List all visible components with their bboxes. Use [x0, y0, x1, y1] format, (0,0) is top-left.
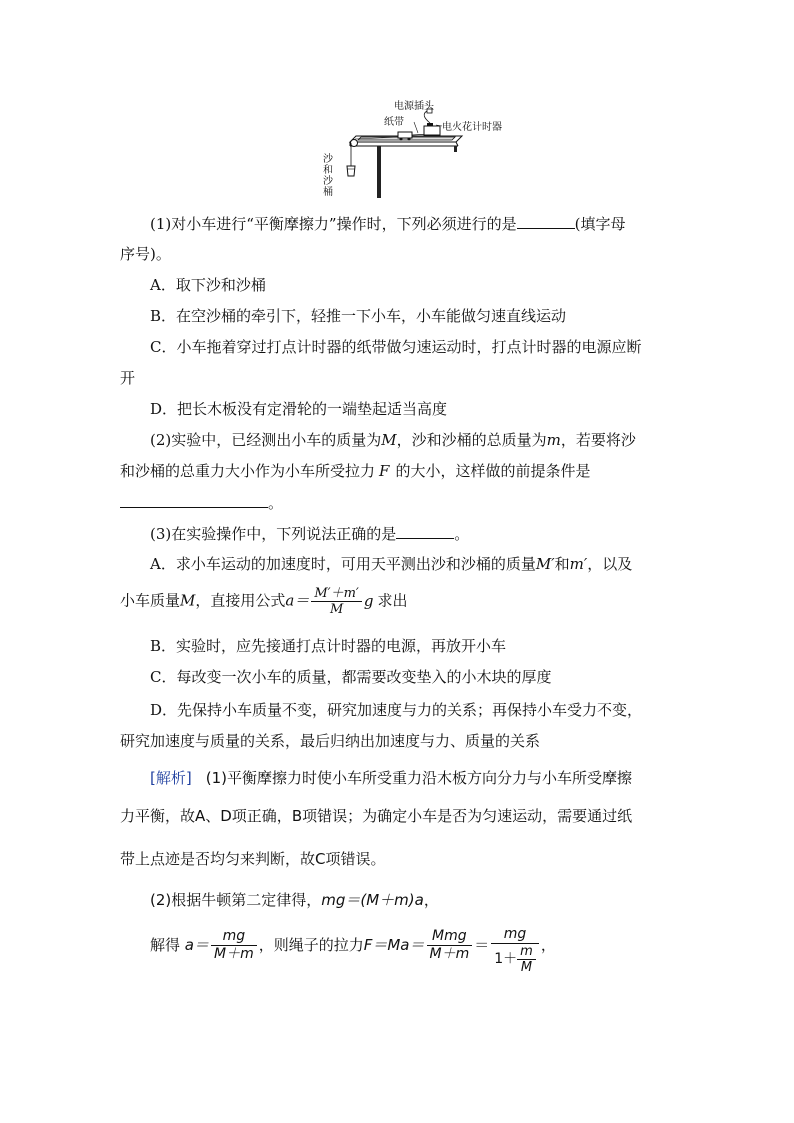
q3-var-g: g — [363, 591, 374, 610]
pulley — [351, 140, 358, 147]
q3-a-text-5: 求出 — [377, 591, 408, 610]
q2-var-m: m — [546, 431, 561, 449]
q1-option-a: A．取下沙和沙桶 — [150, 276, 266, 294]
solution-force-lhs: F＝Ma＝ — [363, 936, 425, 954]
q2-var-M: M — [381, 431, 397, 449]
q3-option-d-continued: 研究加速度与质量的关系，最后归纳出加速度与力、质量的关系 — [120, 732, 541, 750]
apparatus-diagram — [318, 96, 518, 206]
solution-text-5: 解得 — [150, 936, 181, 954]
solution-fraction-3-denominator — [491, 944, 539, 975]
solution-text-4: (2)根据牛顿第二定律得， — [150, 891, 322, 909]
q3-fraction-numerator: M′＋m′ — [311, 586, 362, 602]
solution-fraction-3-den-one: 1＋ — [494, 951, 518, 967]
q2-line-3 — [120, 492, 283, 513]
solution-line-1 — [150, 768, 632, 788]
q1-option-c-continued: 开 — [120, 369, 136, 387]
q1-answer-blank — [517, 213, 575, 229]
solution-text-6: ，则绳子的拉力 — [258, 936, 364, 954]
q3-stem-end: 。 — [454, 525, 470, 543]
solution-inner-fraction — [517, 944, 536, 975]
q3-formula-lhs: a＝ — [285, 591, 310, 610]
label-spark-timer: 电火花计时器 — [442, 122, 502, 133]
table-leg — [377, 146, 381, 198]
solution-text-end: ， — [540, 936, 556, 954]
q2-end-mark: 。 — [268, 494, 284, 512]
q3-a-text-3: 小车质量 — [120, 591, 181, 610]
q3-option-a — [150, 554, 632, 574]
q3-option-b: B．实验时，应先接通打点计时器的电源，再放开小车 — [150, 637, 507, 655]
q2-text-4: 和沙桶的总重力大小作为小车所受拉力 — [120, 462, 376, 480]
cart — [398, 132, 412, 138]
sand-bucket — [347, 166, 355, 176]
q2-answer-blank — [120, 492, 268, 508]
solution-accel-lhs: a＝ — [184, 936, 209, 954]
q2-text-5: 的大小，这样做的前提条件是 — [395, 462, 591, 480]
solution-accel-fraction — [211, 928, 257, 963]
q3-a-text-4: ，直接用公式 — [195, 591, 286, 610]
q3-a-and: 和 — [554, 555, 570, 573]
q3-var-M: M — [180, 591, 196, 610]
q1-stem-text: (1)对小车进行“平衡摩擦力”操作时，下列必须进行的是 — [150, 215, 517, 233]
q3-option-a-continued — [120, 586, 408, 617]
q3-a-text-1: A．求小车运动的加速度时，可用天平测出沙和沙桶的质量 — [150, 555, 536, 573]
solution-equals: ＝ — [474, 936, 490, 954]
q3-a-text-2: ，以及 — [587, 555, 633, 573]
q2-text-2: ，沙和沙桶的总质量为 — [396, 431, 547, 449]
solution-fraction-1-numerator: mg — [211, 928, 257, 946]
solution-line-4 — [150, 890, 439, 910]
solution-newton-equation: mg＝(M＋m)a — [321, 891, 424, 909]
q1-stem-line-2: 序号)。 — [120, 245, 171, 263]
apparatus-figure — [318, 96, 518, 206]
q3-fraction-denominator: M — [329, 602, 344, 617]
solution-compound-fraction — [491, 926, 539, 975]
q3-option-c: C．每改变一次小车的质量，都需要改变垫入的小木块的厚度 — [150, 668, 552, 686]
q1-option-d: D．把长木板没有定滑轮的一端垫起适当高度 — [150, 400, 448, 418]
q2-text-3: ，若要将沙 — [560, 431, 636, 449]
q3-var-Mprime: M′ — [535, 555, 555, 573]
solution-line-5 — [150, 928, 556, 975]
q1-stem-tail: (填字母 — [574, 215, 626, 233]
q3-stem-line — [150, 523, 469, 544]
q3-var-mprime: m′ — [569, 555, 588, 573]
q1-option-c: C．小车拖着穿过打点计时器的纸带做匀速运动时，打点计时器的电源应断 — [150, 338, 642, 356]
solution-text-1: (1)平衡摩擦力时使小车所受重力沿木板方向分力与小车所受摩擦 — [205, 769, 632, 787]
solution-line-3: 带上点迹是否均匀来判断，故C项错误。 — [120, 850, 386, 868]
solution-fraction-2-denominator: M＋m — [429, 946, 470, 962]
solution-force-fraction — [427, 928, 473, 963]
q3-answer-blank — [396, 523, 454, 539]
solution-line-2: 力平衡，故A、D项正确，B项错误；为确定小车是否为匀速运动，需要通过纸 — [120, 807, 633, 825]
solution-fraction-4-numerator: m — [517, 944, 536, 960]
solution-tag: [解析] — [150, 769, 192, 787]
solution-text-4-end: ， — [423, 891, 439, 909]
solution-fraction-4-denominator: M — [520, 960, 533, 975]
q1-option-b: B．在空沙桶的牵引下，轻推一下小车，小车能做匀速直线运动 — [150, 307, 567, 325]
spark-timer — [424, 126, 440, 135]
q1-stem-line — [150, 213, 625, 234]
q3-option-d: D．先保持小车质量不变，研究加速度与力的关系；再保持小车受力不变， — [150, 701, 643, 719]
solution-fraction-3-numerator: mg — [491, 926, 539, 944]
label-paper-tape: 纸带 — [384, 117, 404, 128]
solution-fraction-1-denominator: M＋m — [214, 946, 254, 962]
label-sand-bucket: 沙和沙桶 — [323, 154, 333, 198]
q3-formula-fraction — [311, 586, 362, 617]
q2-text-1: (2)实验中，已经测出小车的质量为 — [150, 431, 382, 449]
q2-line-2 — [120, 461, 590, 481]
solution-fraction-2-numerator: Mmg — [427, 928, 473, 946]
q2-var-F: F — [379, 462, 390, 480]
q3-stem-text: (3)在实验操作中，下列说法正确的是 — [150, 525, 397, 543]
label-power-plug: 电源插头 — [394, 101, 434, 112]
q2-line-1 — [150, 430, 636, 450]
